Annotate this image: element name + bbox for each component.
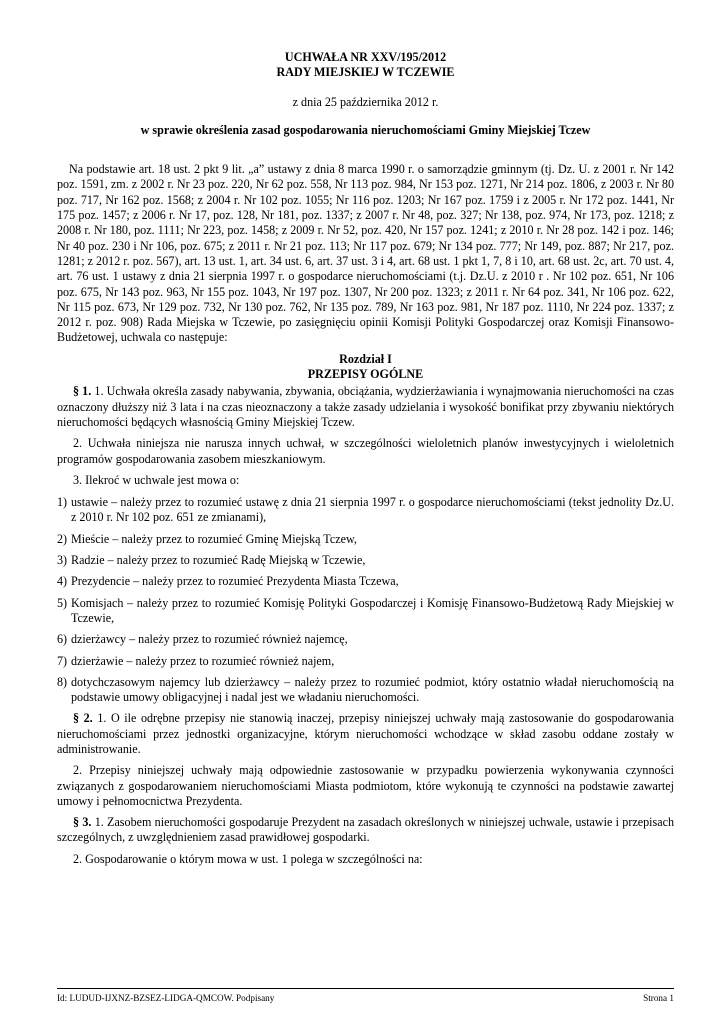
section-2-paragraph-1: § 2. 1. O ile odrębne przepisy nie stanowią inaczej, przepisy niniejszej uchwały mają zastosowanie do gospodarowania nieruchomościami przez jednostki organizacyjne, którym nieruchomości wchodzące w skład zasobu oddane zostały w administrowanie. [57, 711, 674, 756]
definition-item: 5) Komisjach – należy przez to rozumieć Komisję Polityki Gospodarczej i Komisję Finansowo-Budżetową Rady Miejskiej w Tczewie, [57, 595, 674, 625]
chapter-title: Rozdział I [339, 351, 392, 366]
resolution-date: z dnia 25 października 2012 r. [292, 94, 439, 109]
section-mark: § 3. [73, 815, 92, 830]
definition-item: 6) dzierżawcy – należy przez to rozumieć również najemcę, [57, 632, 348, 647]
section-mark: § 1. [73, 384, 92, 399]
definition-item: 2) Mieście – należy przez to rozumieć Gminę Miejską Tczew, [57, 531, 357, 546]
section-3-paragraph-2: 2. Gospodarowanie o którym mowa w ust. 1 polega w szczególności na: [73, 851, 423, 866]
page-footer [57, 988, 674, 1004]
document-id: Id: LUDUD-IJXNZ-BZSEZ-LIDGA-QMCOW. Podpisany [57, 993, 275, 1003]
definition-item: 1) ustawie – należy przez to rozumieć ustawę z dnia 21 sierpnia 1997 r. o gospodarce nieruchomościami (tekst jednolity Dz.U. z 2010 r. Nr 102 poz. 651 ze zmianami), [57, 495, 674, 525]
page-number: Strona 1 [643, 993, 674, 1003]
definition-item: 3) Radzie – należy przez to rozumieć Radę Miejską w Tczewie, [57, 553, 366, 568]
definitions-list [57, 495, 674, 705]
definition-item: 8) dotychczasowym najemcy lub dzierżawcy – należy przez to rozumieć podmiot, który ostatnio władał nieruchomością na podstawie umowy obligacyjnej i nadal jest we władaniu nieruchomości. [57, 674, 674, 705]
council-name: RADY MIEJSKIEJ W TCZEWIE [276, 65, 455, 80]
section-mark: § 2. [73, 711, 93, 726]
definition-item: 4) Prezydencie – należy przez to rozumieć Prezydenta Miasta Tczewa, [57, 574, 399, 589]
definition-item: 7) dzierżawie – należy przez to rozumieć również najem, [57, 653, 335, 668]
section-1-paragraph-2: 2. Uchwała niniejsza nie narusza innych uchwał, w szczególności wieloletnich planów inwestycyjnych i wieloletnich programów gospodarowania zasobem mieszkaniowym. [57, 436, 674, 466]
resolution-number: UCHWAŁA NR XXV/195/2012 [284, 50, 447, 64]
resolution-subject: w sprawie określenia zasad gospodarowania nieruchomościami Gminy Miejskiej Tczew [140, 122, 591, 137]
section-1-paragraph-1: § 1. 1. Uchwała określa zasady nabywania, zbywania, obciążania, wydzierżawiania i wynajmowania nieruchomości na czas oznaczony dłuższy niż 3 lata i na czas nieoznaczony a także zasady udzielania i wysokość bonifikat przy zbywaniu niektórych nieruchomości będących własnością Gminy Miejskiej Tczew. [57, 384, 674, 429]
section-1-paragraph-3: 3. Ilekroć w uchwale jest mowa o: [73, 472, 240, 487]
chapter-heading [57, 352, 674, 383]
preamble: Na podstawie art. 18 ust. 2 pkt 9 lit. „a” ustawy z dnia 8 marca 1990 r. o samorządzie gminnym (tj. Dz. U. z 2001 r. Nr 142 poz. 1591, zm. z 2002 r. Nr 23 poz. 220, Nr 62 poz. 558, Nr 113 poz. 984, Nr 153 poz. 1271, Nr 214 poz. 1806, z 2003 r. Nr 80 poz. 717, Nr 162 poz. 1568; z 2004 r. Nr 102 poz. 1055; Nr 116 poz. 1203; Nr 167 poz. 1759 i z 2005 r. Nr 172 poz. 1441, Nr 175 poz. 1457; z 2006 r. Nr 17, poz. 128, Nr 181, poz. 1337; z 2007 r. Nr 48, poz. 327; Nr 138, poz. 974, Nr 173, poz. 1218; z 2008 r. Nr 180, poz. 1111; Nr 223, poz. 1458; z 2009 r. Nr 52, poz. 420, Nr 157 poz. 1241; z 2010 r. Nr 28 poz. 142 i poz. 146; Nr 40 poz. 230 i Nr 106, poz. 675; z 2011 r. Nr 21 poz. 113; Nr 117 poz. 679; Nr 134 poz. 777; Nr 149, poz. 887; Nr 217, poz. 1281; z 2012 r. poz. 567), art. 13 ust. 1, art. 34 ust. 6, art. 37 ust. 3 i 4, art. 68 ust. 1 pkt 1, 7, 8 i 10, art. 68 ust. 2c, art. 70 ust. 4, art. 76 ust. 1 ustawy z dnia 21 sierpnia 1997 r. o gospodarce nieruchomościami (t.j. Dz.U. z 2010 r . Nr 102 poz. 651, Nr 106 poz. 675, Nr 143 poz. 963, Nr 155 poz. 1043, Nr 197 poz. 1307, Nr 200 poz. 1323; z 2011 r. Nr 64 poz. 341, Nr 106 poz. 622, Nr 115 poz. 673, Nr 129 poz. 732, Nr 130 poz. 762, Nr 135 poz. 789, Nr 163 poz. 981, Nr 187 poz. 1110, Nr 224 poz. 1337; z 2012 r. poz. 908) Rada Miejska w Tczewie, po zasięgnięciu opinii Komisji Polityki Gospodarczej oraz Komisji Finansowo-Budżetowej, uchwala co następuje: [57, 162, 674, 345]
section-2-paragraph-2: 2. Przepisy niniejszej uchwały mają odpowiednie zastosowanie w przypadku powierzenia wykonywania czynności związanych z gospodarowaniem nieruchomościami Miasta podmiotom, które wykonują te czynności na podstawie zawartej umowy i pełnomocnictwa Prezydenta. [57, 763, 674, 808]
chapter-subtitle: PRZEPISY OGÓLNE [307, 367, 424, 382]
document-body [57, 50, 674, 867]
section-3-paragraph-1: § 3. 1. Zasobem nieruchomości gospodaruje Prezydent na zasadach określonych w niniejszej uchwale, ustawie i przepisach szczególnych, z uwzględnieniem zasad prawidłowej gospodarki. [57, 815, 675, 845]
